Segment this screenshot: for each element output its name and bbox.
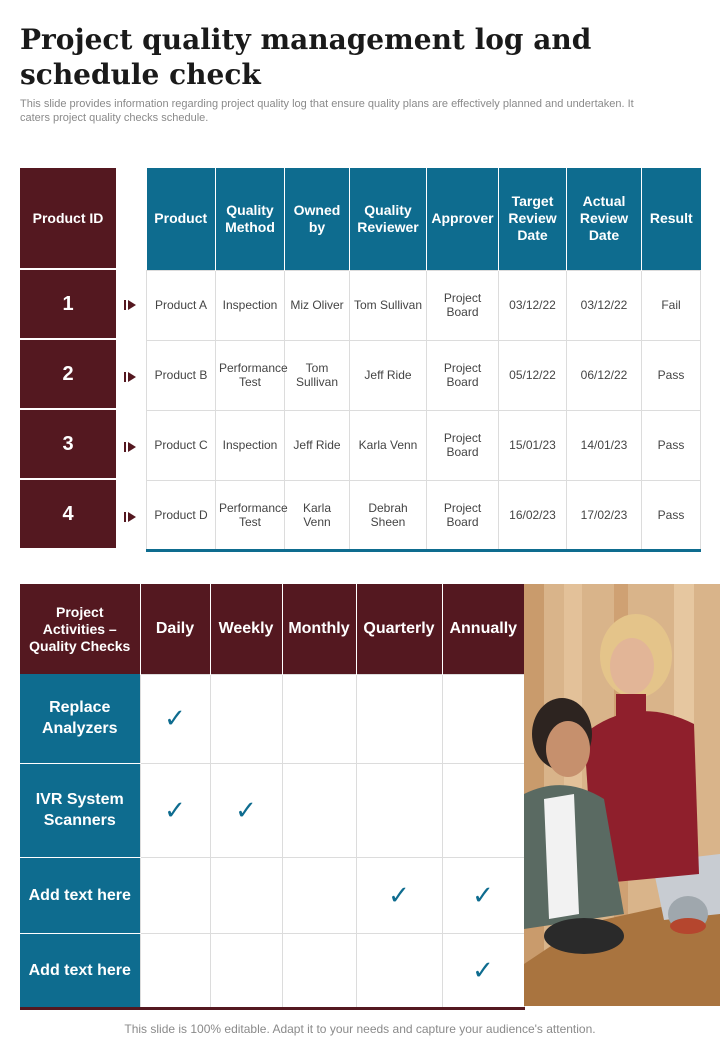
product-id-cell: 4 (20, 480, 116, 548)
play-arrow-icon (124, 372, 136, 382)
log-header-row (147, 168, 701, 270)
check-cell (282, 763, 356, 857)
table-cell: Inspection (216, 270, 285, 340)
table-cell: Debrah Sheen (350, 480, 427, 550)
table-cell: Jeff Ride (285, 410, 350, 480)
table-cell: Inspection (216, 410, 285, 480)
column-header: Owned by (285, 168, 350, 270)
checkmark-icon: ✓ (388, 879, 410, 910)
activity-label: Add text here (20, 933, 140, 1008)
check-cell (210, 857, 282, 933)
checkmark-icon: ✓ (472, 879, 494, 910)
table-cell: Product C (147, 410, 216, 480)
play-arrow-icon (124, 300, 136, 310)
check-cell (282, 674, 356, 763)
table-cell: Project Board (427, 340, 499, 410)
table-cell: 03/12/22 (567, 270, 642, 340)
team-photo (524, 584, 720, 1006)
check-cell (140, 674, 210, 763)
product-id-column (20, 168, 116, 548)
page-subtitle: This slide provides information regarding project quality log that ensure quality plans are effectively planned and undertaken. It caters project quality checks schedule. (20, 98, 634, 124)
table-cell: Pass (642, 340, 701, 410)
check-cell (442, 674, 524, 763)
product-id-cell: 2 (20, 340, 116, 410)
team-photo-illustration (524, 584, 720, 1006)
check-cell (282, 857, 356, 933)
table-cell: 14/01/23 (567, 410, 642, 480)
check-cell (210, 763, 282, 857)
frequency-header: Weekly (210, 584, 282, 674)
schedule-row (20, 857, 524, 933)
table-cell: Project Board (427, 480, 499, 550)
column-header: Target Review Date (499, 168, 567, 270)
check-cell (140, 763, 210, 857)
table-cell: Fail (642, 270, 701, 340)
frequency-header: Daily (140, 584, 210, 674)
check-cell (442, 933, 524, 1008)
checkmark-icon: ✓ (164, 794, 186, 825)
corner-header: Project Activities – Quality Checks (20, 584, 140, 674)
product-id-header: Product ID (20, 168, 116, 270)
play-arrow-icon (124, 512, 136, 522)
check-cell (356, 857, 442, 933)
column-header: Actual Review Date (567, 168, 642, 270)
table-cell: Performance Test (216, 480, 285, 550)
check-cell (356, 674, 442, 763)
table-cell: Miz Oliver (285, 270, 350, 340)
column-header: Quality Reviewer (350, 168, 427, 270)
table-row (147, 340, 701, 410)
check-cell (210, 933, 282, 1008)
play-arrow-icon (124, 442, 136, 452)
activity-label: Add text here (20, 857, 140, 933)
product-id-cell: 3 (20, 410, 116, 480)
checkmark-icon: ✓ (164, 703, 186, 733)
footer-note: This slide is 100% editable. Adapt it to your needs and capture your audience's attention. (124, 1022, 596, 1036)
frequency-header: Quarterly (356, 584, 442, 674)
page-title: Project quality management log and schedule check (20, 23, 592, 91)
frequency-header: Monthly (282, 584, 356, 674)
table-cell: Pass (642, 410, 701, 480)
table-cell: Karla Venn (350, 410, 427, 480)
table-cell: 17/02/23 (567, 480, 642, 550)
schedule-row (20, 674, 524, 763)
activity-label: IVR System Scanners (20, 763, 140, 857)
check-cell (140, 857, 210, 933)
table-cell: 06/12/22 (567, 340, 642, 410)
schedule-check-table (20, 584, 525, 1010)
check-cell (442, 763, 524, 857)
check-cell (282, 933, 356, 1008)
table-cell: 03/12/22 (499, 270, 567, 340)
table-cell: Tom Sullivan (285, 340, 350, 410)
table-cell: Project Board (427, 410, 499, 480)
activity-label: Replace Analyzers (20, 674, 140, 763)
table-cell: Project Board (427, 270, 499, 340)
check-cell (356, 763, 442, 857)
schedule-row (20, 933, 524, 1008)
check-cell (356, 933, 442, 1008)
schedule-row (20, 763, 524, 857)
table-row (147, 270, 701, 340)
table-cell: Jeff Ride (350, 340, 427, 410)
table-cell: Product A (147, 270, 216, 340)
table-cell: 15/01/23 (499, 410, 567, 480)
schedule-header-row (20, 584, 524, 674)
column-header: Result (642, 168, 701, 270)
check-cell (442, 857, 524, 933)
table-row (147, 410, 701, 480)
table-cell: Tom Sullivan (350, 270, 427, 340)
table-cell: 05/12/22 (499, 340, 567, 410)
table-row (147, 480, 701, 550)
table-cell: Karla Venn (285, 480, 350, 550)
check-cell (140, 933, 210, 1008)
table-cell: Product D (147, 480, 216, 550)
check-cell (210, 674, 282, 763)
column-header: Approver (427, 168, 499, 270)
product-id-cell: 1 (20, 270, 116, 340)
checkmark-icon: ✓ (235, 794, 257, 825)
column-header: Quality Method (216, 168, 285, 270)
quality-log-table (146, 168, 701, 552)
checkmark-icon: ✓ (472, 954, 494, 985)
column-header: Product (147, 168, 216, 270)
table-cell: Performance Test (216, 340, 285, 410)
frequency-header: Annually (442, 584, 524, 674)
table-cell: Pass (642, 480, 701, 550)
table-cell: 16/02/23 (499, 480, 567, 550)
table-cell: Product B (147, 340, 216, 410)
